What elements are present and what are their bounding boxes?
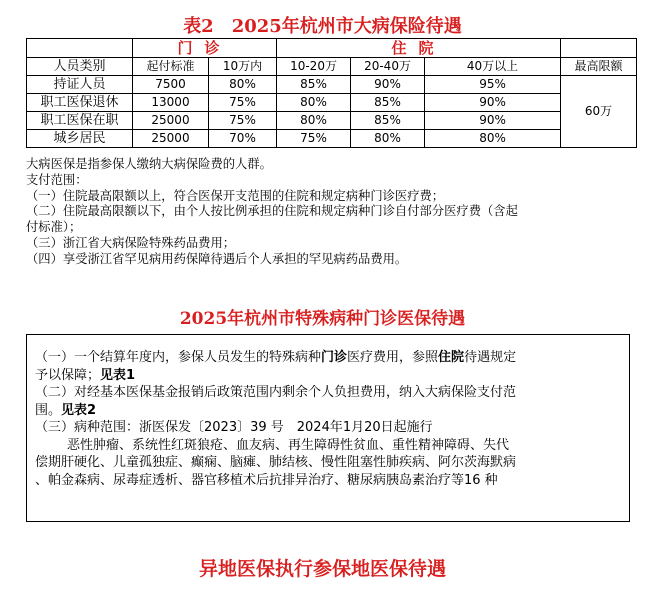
table-cell: 25000 bbox=[133, 112, 209, 130]
header-cell: 人员类别 bbox=[27, 58, 133, 76]
note-line: 支付范围： bbox=[26, 172, 88, 187]
table-cell: 85% bbox=[277, 76, 351, 94]
table-cell: 85% bbox=[351, 94, 425, 112]
table-group-row bbox=[27, 39, 637, 58]
note-line: （四）享受浙江省罕见病用药保障待遇后个人承担的罕见病药品费用。 bbox=[26, 251, 408, 266]
table-row bbox=[27, 94, 637, 112]
header-cell: 最高限额 bbox=[561, 58, 637, 76]
box-line: 恶性肿瘤、系统性红斑狼疮、血友病、再生障碍性贫血、重性精神障碍、失代 bbox=[67, 437, 510, 453]
note-line: （二）住院最高限额以下，由个人按比例承担的住院和规定病种门诊自付部分医疗费（含起 bbox=[26, 204, 518, 219]
box-line: 、帕金森病、尿毒症透析、器官移植术后抗排异治疗、糖尿病胰岛素治疗等16 种 bbox=[35, 472, 498, 488]
box-line: 予以保障；见表1 bbox=[35, 367, 136, 383]
table-cell: 80% bbox=[209, 76, 277, 94]
table-cell: 25000 bbox=[133, 130, 209, 148]
table-cell: 75% bbox=[209, 112, 277, 130]
table-cell: 90% bbox=[425, 112, 561, 130]
table-cell: 90% bbox=[351, 76, 425, 94]
benefit-table bbox=[26, 38, 637, 148]
table-cell: 7500 bbox=[133, 76, 209, 94]
table-cell: 75% bbox=[209, 94, 277, 112]
table-row bbox=[27, 130, 637, 148]
table-cell: 80% bbox=[425, 130, 561, 148]
table-cell-empty bbox=[27, 39, 133, 58]
header-cell: 40万以上 bbox=[425, 58, 561, 76]
note-line: 付标准）； bbox=[26, 220, 82, 235]
note-line: （一）住院最高限额以上，符合医保开支范围的住院和规定病种门诊医疗费； bbox=[26, 188, 445, 203]
box-line: 围。见表2 bbox=[35, 402, 97, 418]
max-limit-cell: 60万 bbox=[561, 76, 637, 148]
special-disease-box bbox=[26, 334, 630, 522]
section3-title: 异地医保执行参保地医保待遇 bbox=[198, 558, 446, 580]
box-line: （三）病种范围：浙医保发〔2023〕39 号 2024年1月20日起施行 bbox=[35, 420, 433, 435]
section2-title: 2025年杭州市特殊病种门诊医保待遇 bbox=[179, 309, 466, 329]
table-cell: 85% bbox=[351, 112, 425, 130]
box-line: （二）对经基本医保基金报销后政策范围内剩余个人负担费用，纳入大病保险支付范 bbox=[35, 385, 517, 400]
ref-table2: 见表2 bbox=[61, 402, 97, 418]
box-line: 偿期肝硬化、儿童孤独症、癫痫、脑瘫、肺结核、慢性阻塞性肺疾病、阿尔茨海默病 bbox=[35, 455, 517, 470]
table-cell-empty bbox=[561, 39, 637, 58]
table-cell: 95% bbox=[425, 76, 561, 94]
table-cell: 90% bbox=[425, 94, 561, 112]
table-cell: 持证人员 bbox=[27, 76, 133, 94]
group-outpatient: 门诊 bbox=[133, 39, 277, 58]
header-cell: 10万内 bbox=[209, 58, 277, 76]
table-cell: 75% bbox=[277, 130, 351, 148]
header-cell: 10-20万 bbox=[277, 58, 351, 76]
table-row bbox=[27, 76, 637, 94]
table-header-row bbox=[27, 58, 637, 76]
header-cell: 20-40万 bbox=[351, 58, 425, 76]
table-cell: 80% bbox=[277, 112, 351, 130]
note-line: 大病医保是指参保人缴纳大病保险费的人群。 bbox=[26, 157, 272, 171]
ref-table1: 见表1 bbox=[100, 367, 136, 383]
table-cell: 70% bbox=[209, 130, 277, 148]
table-cell: 13000 bbox=[133, 94, 209, 112]
table-cell: 80% bbox=[277, 94, 351, 112]
box-line: （一）一个结算年度内，参保人员发生的特殊病种门诊医疗费用，参照住院待遇规定 bbox=[35, 350, 517, 365]
table-title: 表2 2025年杭州市大病保险待遇 bbox=[183, 16, 462, 37]
table-row bbox=[27, 112, 637, 130]
notes bbox=[26, 157, 636, 268]
table-cell: 职工医保在职 bbox=[27, 112, 133, 130]
table-cell: 80% bbox=[351, 130, 425, 148]
header-cell: 起付标准 bbox=[133, 58, 209, 76]
table-cell: 城乡居民 bbox=[27, 130, 133, 148]
note-line: （三）浙江省大病保险特殊药品费用； bbox=[26, 235, 236, 250]
group-inpatient: 住院 bbox=[277, 39, 561, 58]
table-cell: 职工医保退休 bbox=[27, 94, 133, 112]
